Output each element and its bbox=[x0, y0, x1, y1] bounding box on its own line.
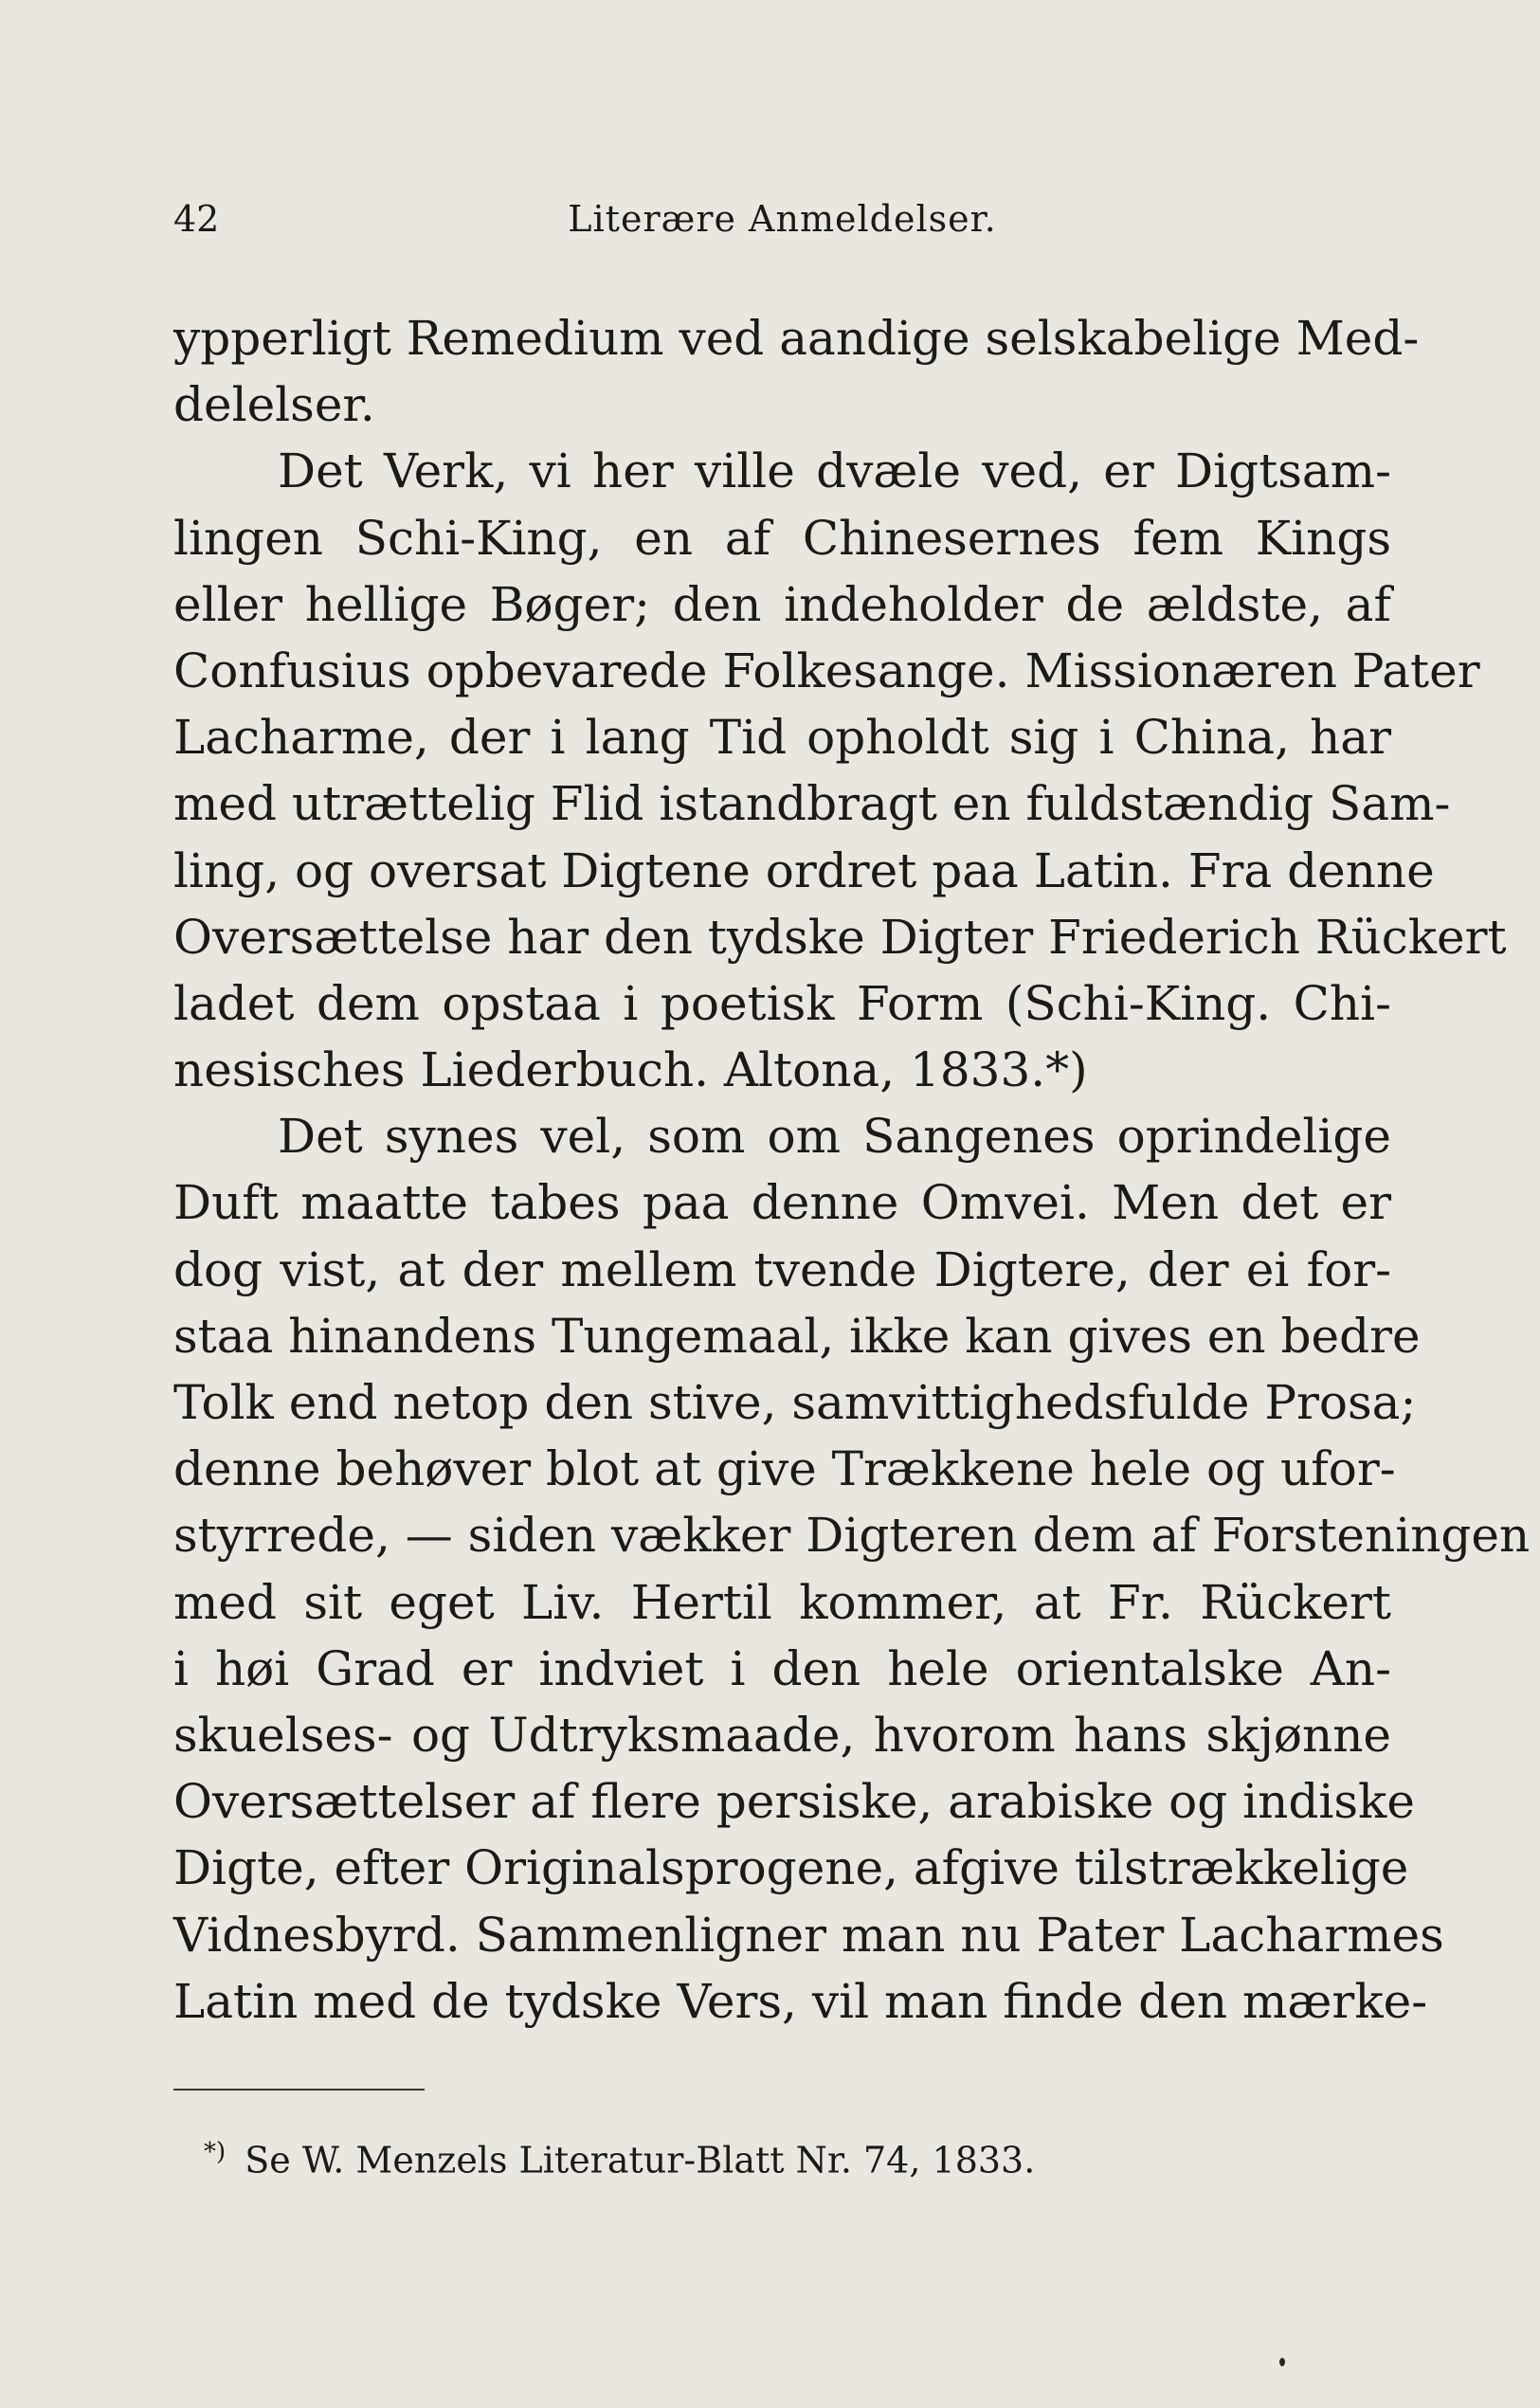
footnote-text: Se W. Menzels Literatur-Blatt Nr. 74, 1833. bbox=[245, 2139, 1036, 2182]
text-line: Oversættelser af flere persiske, arabiske og indiske bbox=[173, 1774, 1415, 1830]
footnote-marker: *) bbox=[204, 2138, 226, 2166]
text-line: ladet dem opstaa i poetisk Form (Schi-King. Chi- bbox=[173, 975, 1391, 1031]
text-line: Vidnesbyrd. Sammenligner man nu Pater Lacharmes bbox=[173, 1907, 1444, 1963]
text-line: Oversættelse har den tydske Digter Friederich Rückert bbox=[173, 909, 1507, 965]
footnote-divider bbox=[173, 2089, 425, 2091]
body-text bbox=[173, 305, 1531, 2035]
page-number: 42 bbox=[173, 198, 220, 240]
text-line: med sit eget Liv. Hertil kommer, at Fr. Rückert bbox=[173, 1574, 1391, 1630]
text-line: dog vist, at der mellem tvende Digtere, der ei for- bbox=[173, 1241, 1391, 1297]
footnote bbox=[204, 2129, 1035, 2183]
text-line: denne behøver blot at give Trækkene hele og ufor- bbox=[173, 1441, 1396, 1497]
text-line: Lacharme, der i lang Tid opholdt sig i China, har bbox=[173, 710, 1391, 766]
text-line: Digte, efter Originalsprogene, afgive tilstrækkelige bbox=[173, 1840, 1409, 1896]
text-line: staa hinandens Tungemaal, ikke kan gives en bedre bbox=[173, 1308, 1421, 1364]
text-line: delelser. bbox=[173, 377, 375, 433]
text-line: ypperligt Remedium ved aandige selskabelige Med- bbox=[173, 311, 1420, 366]
text-line: skuelses- og Udtryksmaade, hvorom hans skjønne bbox=[173, 1707, 1391, 1763]
text-line: Det Verk, vi her ville dvæle ved, er Digtsam- bbox=[278, 444, 1391, 499]
text-line: med utrættelig Flid istandbragt en fuldstændig Sam- bbox=[173, 776, 1451, 832]
text-line: eller hellige Bøger; den indeholder de ældste, af bbox=[173, 576, 1391, 632]
text-line: lingen Schi-King, en af Chinesernes fem Kings bbox=[173, 510, 1391, 566]
running-title: Literære Anmeldelser. bbox=[568, 198, 997, 240]
text-line: Tolk end netop den stive, samvittighedsfulde Prosa; bbox=[173, 1375, 1417, 1430]
text-line: Duft maatte tabes paa denne Omvei. Men det er bbox=[173, 1175, 1391, 1231]
page-header bbox=[173, 195, 1391, 243]
text-line: nesisches Liederbuch. Altona, 1833.*) bbox=[173, 1042, 1088, 1098]
text-line: styrrede, — siden vækker Digteren dem af Forsteningen bbox=[173, 1508, 1531, 1564]
paper-speck bbox=[1279, 2358, 1285, 2366]
text-line: Det synes vel, som om Sangenes oprindelige bbox=[278, 1109, 1391, 1165]
text-line: Latin med de tydske Vers, vil man finde den mærke- bbox=[173, 1973, 1428, 2029]
text-line: Confusius opbevarede Folkesange. Missionæren Pater bbox=[173, 643, 1480, 698]
text-line: i høi Grad er indviet i den hele orientalske An- bbox=[173, 1640, 1391, 1696]
text-line: ling, og oversat Digtene ordret paa Latin. Fra denne bbox=[173, 842, 1435, 898]
